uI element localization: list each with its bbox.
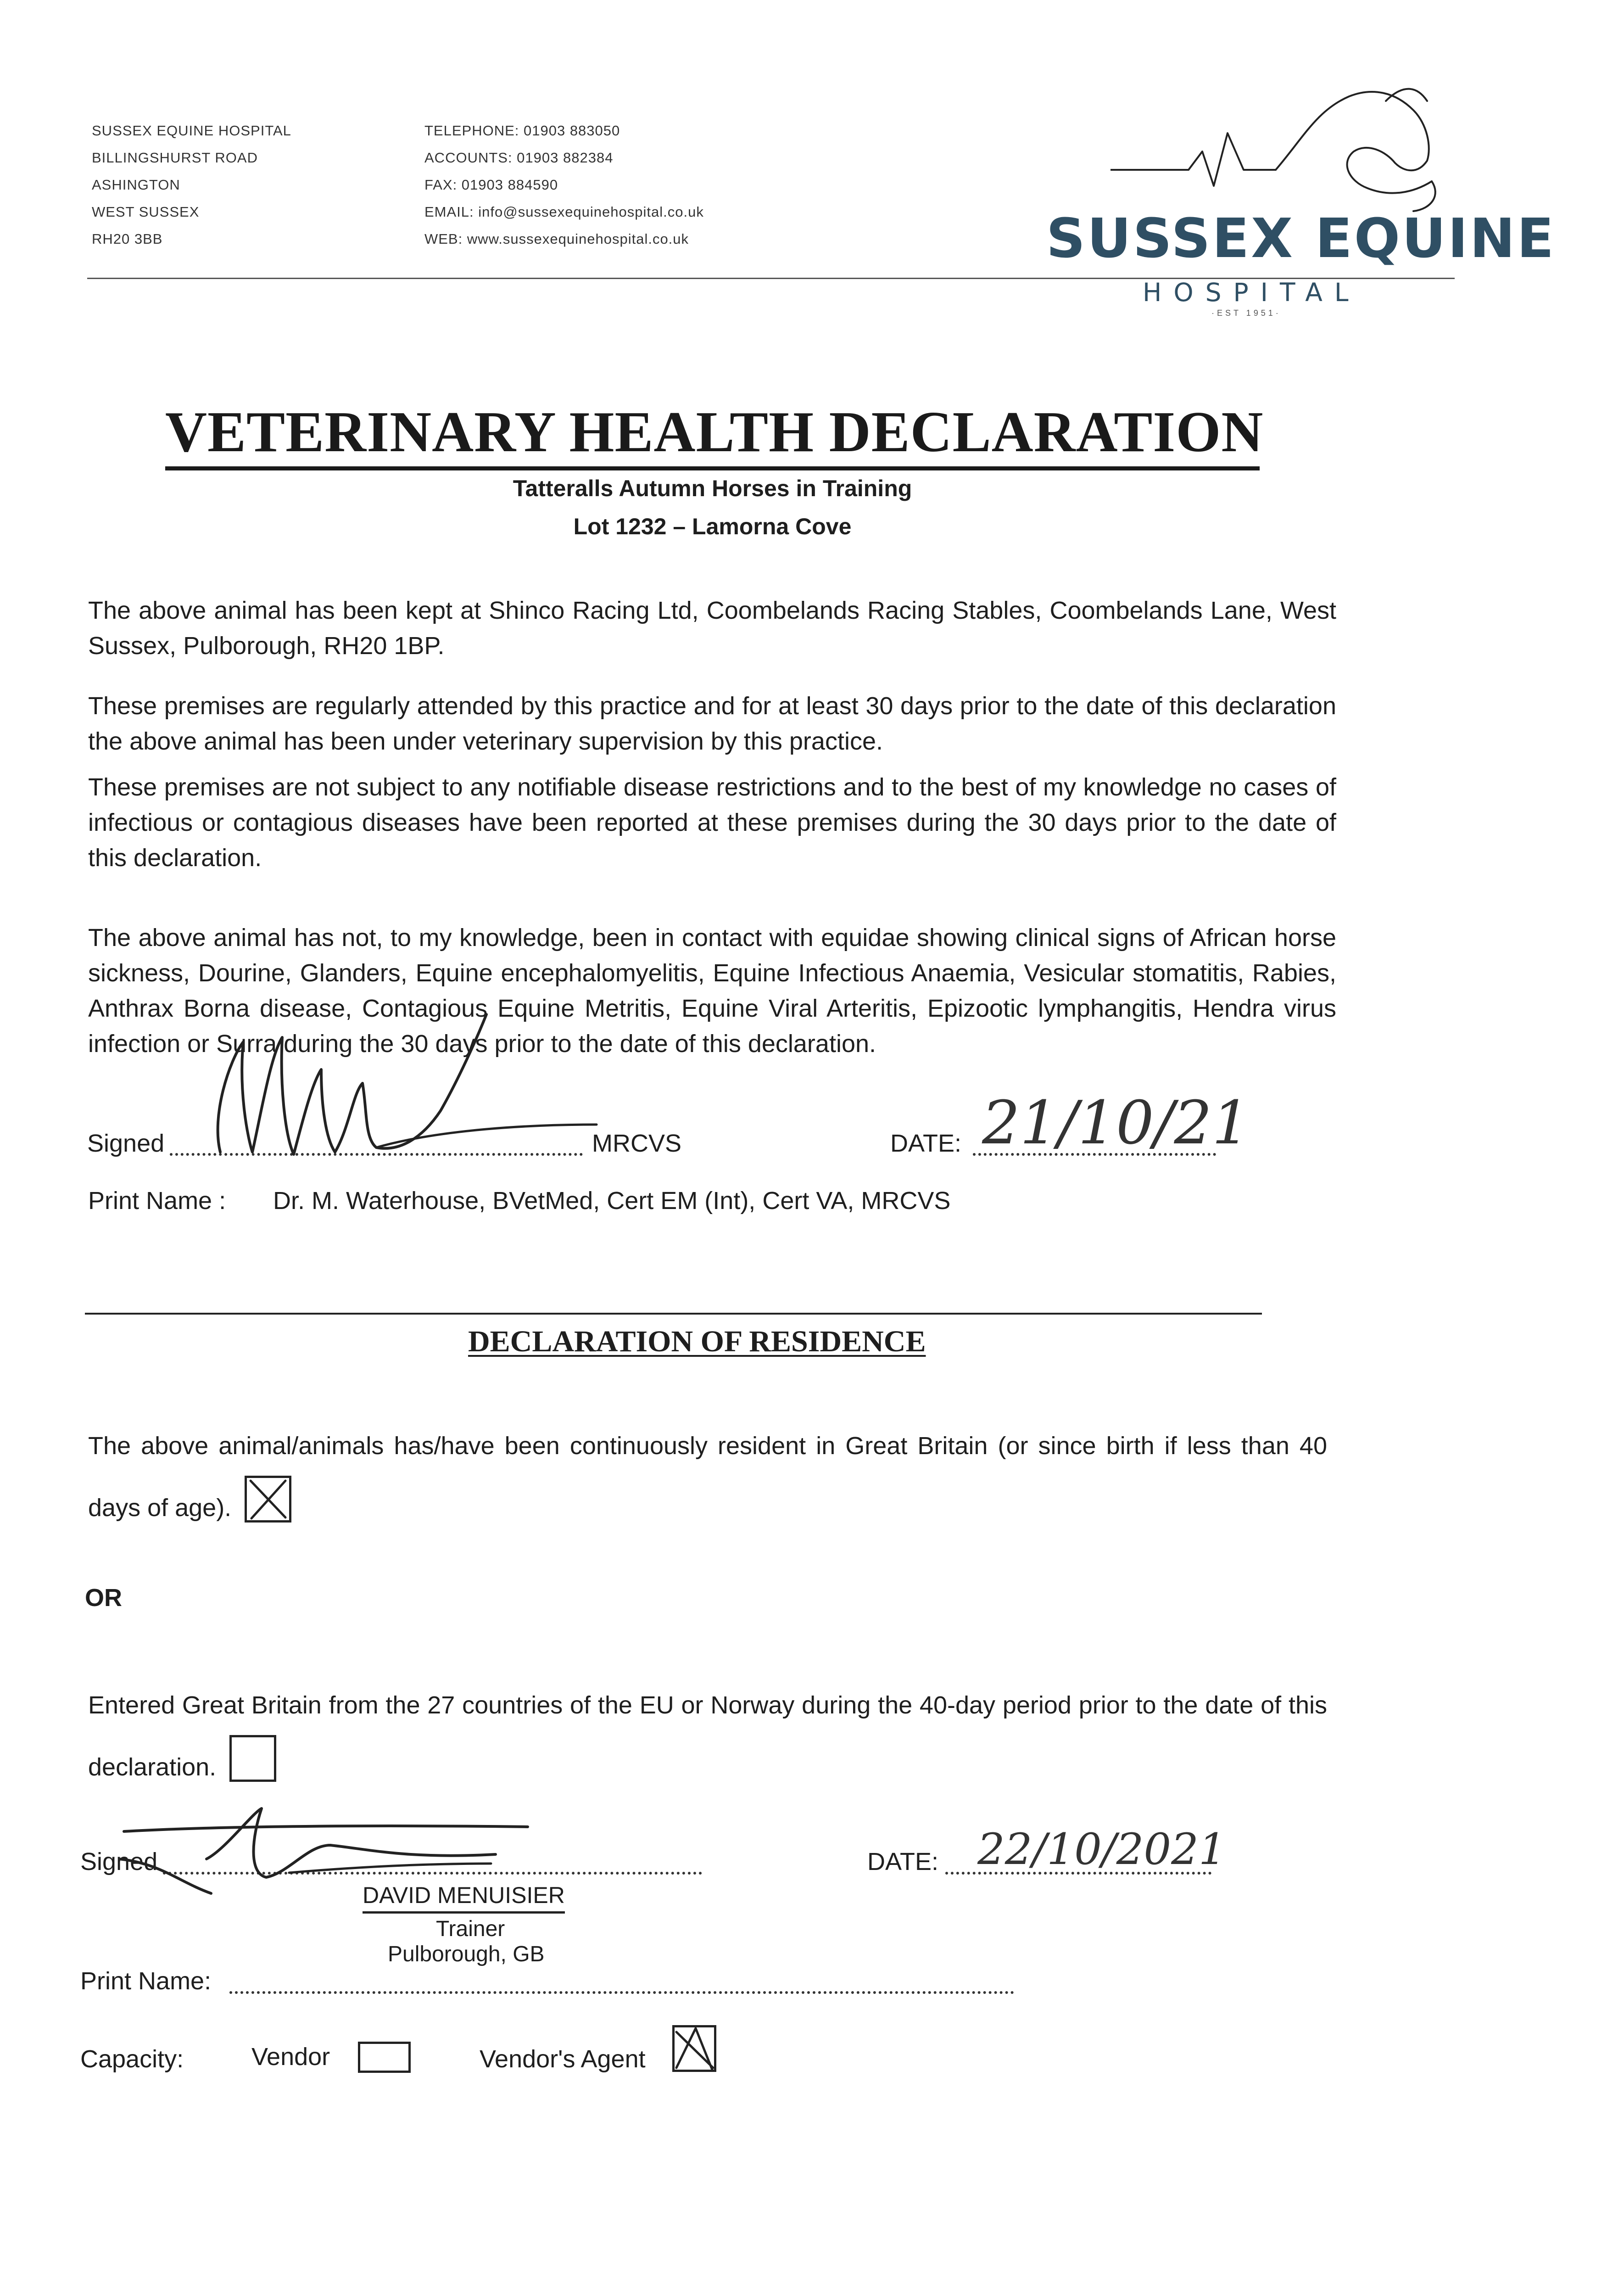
vendor-agent-checkbox[interactable] bbox=[672, 2025, 716, 2072]
vet-date-value: 21/10/21 bbox=[982, 1088, 1250, 1158]
address-line: SUSSEX EQUINE HOSPITAL bbox=[92, 123, 291, 139]
vet-print-value: Dr. M. Waterhouse, BVetMed, Cert EM (Int), Cert VA, MRCVS bbox=[273, 1187, 951, 1215]
trainer-print-label: Print Name: bbox=[80, 1967, 212, 1995]
vet-signed-label: Signed bbox=[87, 1130, 165, 1157]
residence-title: DECLARATION OF RESIDENCE bbox=[468, 1325, 926, 1358]
address-line: ASHINGTON bbox=[92, 177, 180, 193]
vendor-label: Vendor bbox=[251, 2043, 330, 2071]
contact-line: FAX: 01903 884590 bbox=[424, 177, 558, 193]
residence-option-1-text: The above animal/animals has/have been continuously resident in Great Britain (or since birth if less than 40 days of age). bbox=[88, 1432, 1327, 1522]
section-divider bbox=[85, 1313, 1262, 1315]
contact-paragraph: The above animal has not, to my knowledge, been in contact with equidae showing clinical signs of African horse sickness, Dourine, Glanders, Equine encephalomyelitis, Equine Infectious Anaemia, Vesicular stomatitis, Rabies, Anthrax Borna disease, Contagious Equine Metritis, Equine Viral Arteritis, Epizootic lymphangitis, Hendra virus infection or Surra during the 30 days prior to the date of this declaration. bbox=[88, 924, 1336, 1058]
contact-line: TELEPHONE: 01903 883050 bbox=[424, 123, 620, 139]
residence-option-1 bbox=[88, 1416, 1327, 1538]
vendor-checkbox[interactable] bbox=[358, 2042, 411, 2073]
residence-option-2 bbox=[88, 1675, 1327, 1797]
contact-line: ACCOUNTS: 01903 882384 bbox=[424, 150, 614, 166]
logo-name: SUSSEX EQUINE bbox=[1046, 207, 1556, 270]
supervision-paragraph: These premises are regularly attended by this practice and for at least 30 days prior to the date of this declaration the above animal has been under veterinary supervision by this practice. bbox=[88, 692, 1336, 755]
trainer-signed-label: Signed bbox=[80, 1848, 158, 1875]
residence-option-2-text: Entered Great Britain from the 27 countries of the EU or Norway during the 40-day period prior to the date of this declaration. bbox=[88, 1691, 1327, 1781]
vet-suffix: MRCVS bbox=[592, 1130, 682, 1157]
title-underline bbox=[165, 466, 1260, 470]
vet-print-label: Print Name : bbox=[88, 1187, 226, 1215]
contact-line: WEB: www.sussexequinehospital.co.uk bbox=[424, 231, 689, 247]
or-separator: OR bbox=[85, 1584, 122, 1612]
vendor-agent-label: Vendor's Agent bbox=[480, 2045, 646, 2073]
trainer-date-label: DATE: bbox=[867, 1848, 939, 1875]
sale-name: Tatteralls Autumn Horses in Training bbox=[513, 476, 912, 501]
vet-signature-icon bbox=[184, 1001, 606, 1175]
check-mark-icon bbox=[675, 2027, 714, 2070]
capacity-label: Capacity: bbox=[80, 2045, 184, 2073]
contact-line: EMAIL: info@sussexequinehospital.co.uk bbox=[424, 204, 704, 220]
hospital-address bbox=[92, 117, 291, 252]
residence-option-2-checkbox[interactable] bbox=[229, 1735, 276, 1782]
address-line: RH20 3BB bbox=[92, 231, 163, 247]
trainer-stamp-role: Trainer bbox=[436, 1917, 505, 1941]
trainer-stamp-place: Pulborough, GB bbox=[388, 1942, 545, 1966]
vet-date-label: DATE: bbox=[890, 1130, 962, 1157]
page-title: VETERINARY HEALTH DECLARATION bbox=[165, 400, 1264, 464]
address-line: BILLINGSHURST ROAD bbox=[92, 150, 258, 166]
trainer-date-value: 22/10/2021 bbox=[977, 1825, 1226, 1875]
address-line: WEST SUSSEX bbox=[92, 204, 200, 220]
hospital-contacts bbox=[424, 117, 704, 252]
lot-name: Lot 1232 – Lamorna Cove bbox=[573, 514, 852, 539]
header-divider bbox=[87, 278, 1455, 279]
restrictions-paragraph: These premises are not subject to any notifiable disease restrictions and to the best of my knowledge no cases of infectious or contagious diseases have been reported at these premises during the 30 days prior to the date of this declaration. bbox=[88, 773, 1336, 872]
logo-subtitle: HOSPITAL bbox=[1143, 278, 1361, 307]
logo-established: ·EST 1951· bbox=[1211, 308, 1281, 318]
trainer-print-line bbox=[229, 1991, 1014, 1994]
trainer-stamp-name: DAVID MENUISIER bbox=[363, 1882, 565, 1914]
premises-paragraph: The above animal has been kept at Shinco Racing Ltd, Coombelands Racing Stables, Coombelands Lane, West Sussex, Pulborough, RH20 1BP. bbox=[88, 597, 1336, 660]
residence-option-1-checkbox[interactable] bbox=[245, 1476, 291, 1523]
check-mark-icon bbox=[247, 1478, 289, 1520]
horse-heartbeat-logo-icon bbox=[1111, 83, 1468, 220]
